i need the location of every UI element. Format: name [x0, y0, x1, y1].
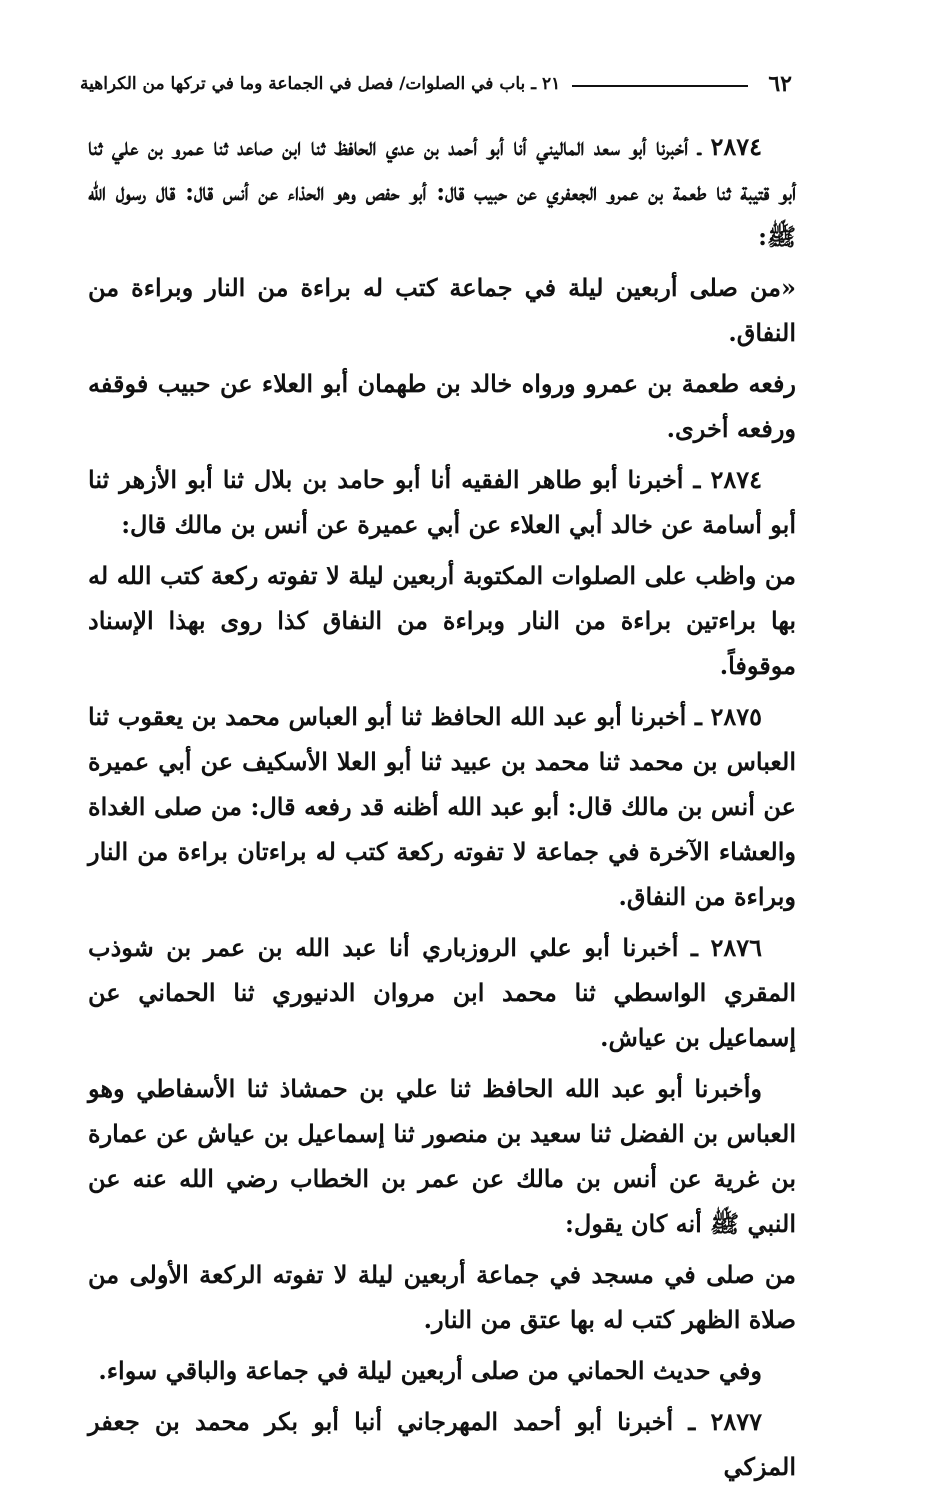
page-body — [88, 124, 796, 1495]
paragraph-hadith-2876: ٢٨٧٦ ـ أخبرنا أبو علي الروزباري أنا عبد الله بن عمر بن شوذب المقري الواسطي ثنا محمد ابن مروان الدنيوري ثنا الحماني عن إسماعيل بن عياش. — [88, 933, 796, 1052]
paragraph-matn-3: من صلى في مسجد في جماعة أربعين ليلة لا تفوته الركعة الأولى من صلاة الظهر كتب له بها عتق من النار. — [88, 1260, 796, 1334]
paragraph-hadith-2874b: ٢٨٧٤ ـ أخبرنا أبو طاهر الفقيه أنا أبو حامد بن بلال ثنا أبو الأزهر ثنا أبو أسامة عن خالد أبي العلاء عن أبي عميرة عن أنس بن مالك قال: — [88, 465, 796, 539]
paragraph-commentary-1: رفعه طعمة بن عمرو ورواه خالد بن طهمان أبو العلاء عن حبيب فوقفه ورفعه أخرى. — [88, 369, 796, 443]
paragraph-note: وفي حديث الحماني من صلى أربعين ليلة في جماعة والباقي سواء. — [98, 1356, 762, 1385]
paragraph-hadith-2877: ٢٨٧٧ ـ أخبرنا أبو أحمد المهرجاني أنبا أبو بكر محمد بن جعفر المزكي — [88, 1407, 796, 1481]
page-header — [80, 64, 792, 104]
page-number: ٦٢ — [768, 71, 792, 97]
paragraph-matn-1: «من صلى أربعين ليلة في جماعة كتب له براءة من النار وبراءة من النفاق. — [88, 273, 796, 347]
paragraph-hadith-2875: ٢٨٧٥ ـ أخبرنا أبو عبد الله الحافظ ثنا أبو العباس محمد بن يعقوب ثنا العباس بن محمد ثنا محمد بن عبيد ثنا أبو العلا الأسكيف عن أبي عميرة عن أنس بن مالك قال: أبو عبد الله أظنه قد رفعه قال: من صلى الغداة والعشاء الآخرة في جماعة لا تفوته ركعة كتب له براءتان براءة من النار وبراءة من النفاق. — [88, 702, 796, 911]
paragraph-hadith-2874a: ٢٨٧٤ ـ أخبرنا أبو سعد الماليني أنا أبو أحمد بن عدي الحافظ ثنا ابن صاعد ثنا عمرو بن علي ثنا أبو قتيبة ثنا طعمة بن عمرو الجعفري عن حبيب قال: أبو حفص وهو الحذاء عن أنس قال: قال رسول الله ﷺ: — [88, 132, 796, 251]
paragraph-isnad-2: وأخبرنا أبو عبد الله الحافظ ثنا علي بن حمشاذ ثنا الأسفاطي وهو العباس بن الفضل ثنا سعيد بن منصور ثنا إسماعيل بن عياش عن عمارة بن غرية عن أنس بن مالك عن عمر بن الخطاب رضي الله عنه عن النبي ﷺ أنه كان يقول: — [88, 1074, 796, 1238]
running-title: ٢١ ـ باب في الصلوات/ فصل في الجماعة وما في تركها من الكراهية — [80, 74, 561, 94]
header-rule — [572, 85, 748, 87]
paragraph-matn-2: من واظب على الصلوات المكتوبة أربعين ليلة لا تفوته ركعة كتب الله له بها براءتين براءة من النار وبراءة من النفاق كذا روى بهذا الإسناد موقوفاً. — [88, 561, 797, 680]
